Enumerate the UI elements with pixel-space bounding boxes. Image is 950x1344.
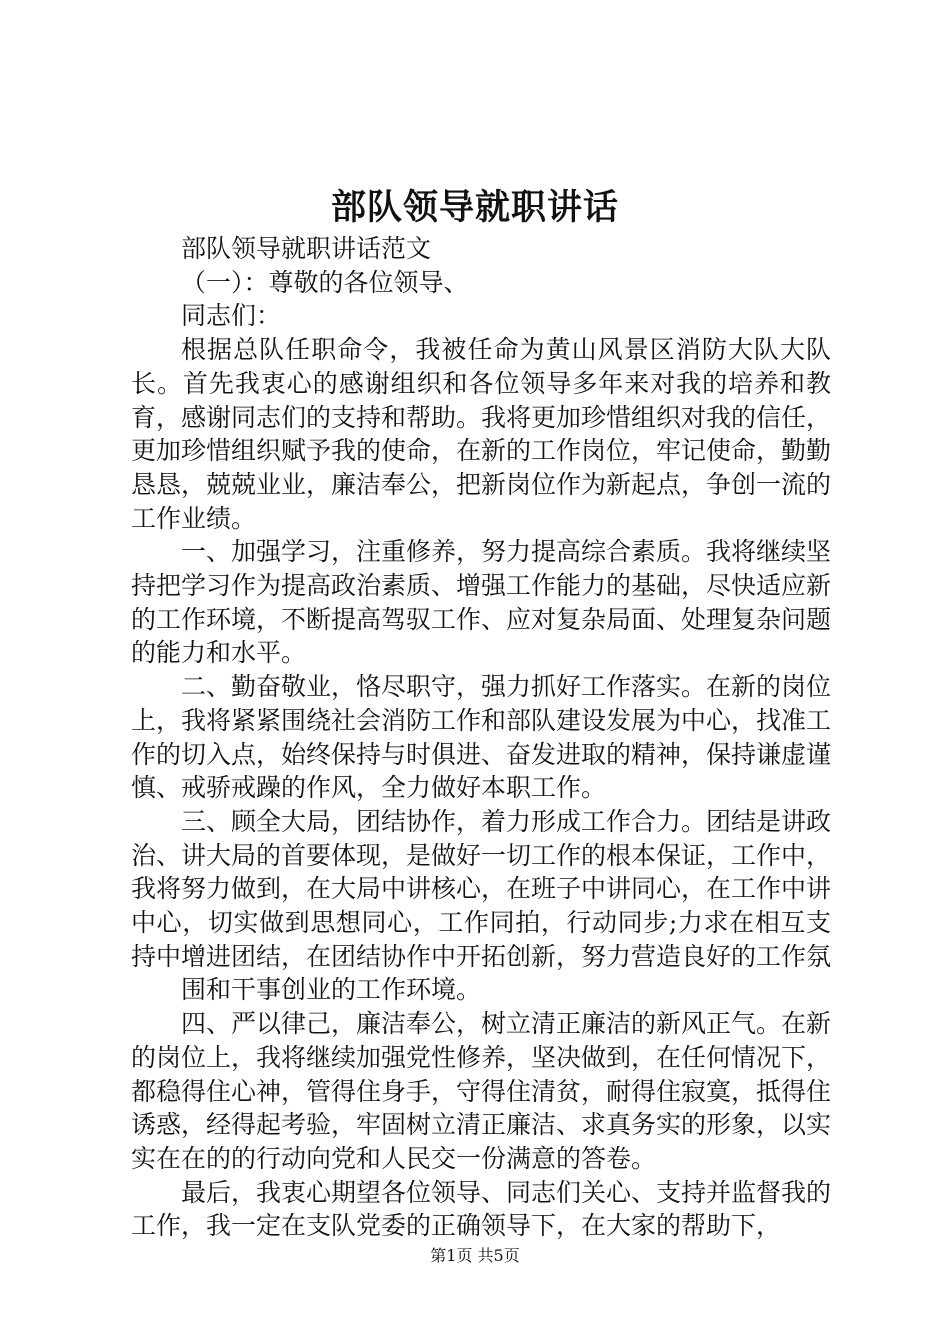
- document-title: 部队领导就职讲话: [330, 187, 619, 228]
- paragraph-intro: 根据总队任职命令，我被任命为黄山风景区消防大队大队长。首先我衷心的感谢组织和各位领导多年来对我的培养和教育，感谢同志们的支持和帮助。我将更加珍惜组织对我的信任，更加珍惜组织赋予我的使命，在新的工作岗位，牢记使命，勤勤恳恳，兢兢业业，廉洁奉公，把新岗位作为新起点，争创一流的工作业绩。: [131, 335, 832, 533]
- paragraph-closing: 最后，我衷心期望各位领导、同志们关心、支持并监督我的工作，我一定在支队党委的正确领导下，在大家的帮助下，: [131, 1177, 832, 1241]
- paragraph-point-3-continued: 围和干事创业的工作环境。: [181, 975, 482, 1005]
- paragraph-point-3: 三、顾全大局，团结协作，着力形成工作合力。团结是讲政治、讲大局的首要体现，是做好一切工作的根本保证，工作中，我将努力做到，在大局中讲核心，在班子中讲同心，在工作中讲中心，切实做到思想同心，工作同拍，行动同步;力求在相互支持中增进团结，在团结协作中开拓创新，努力营造良好的工作氛: [131, 806, 832, 971]
- paragraph-point-2: 二、勤奋敬业，恪尽职守，强力抓好工作落实。在新的岗位上，我将紧紧围绕社会消防工作和部队建设发展为中心，找准工作的切入点，始终保持与时俱进、奋发进取的精神，保持谦虚谨慎、戒骄戒躁的作风，全力做好本职工作。: [131, 672, 832, 803]
- page-number-footer: 第1页 共5页: [430, 1246, 520, 1265]
- paragraph-subtitle: 部队领导就职讲话范文: [181, 234, 432, 263]
- paragraph-point-1: 一、加强学习，注重修养，努力提高综合素质。我将继续坚持把学习作为提高政治素质、增强工作能力的基础，尽快适应新的工作环境，不断提高驾驭工作、应对复杂局面、处理复杂问题的能力和水平。: [131, 537, 832, 668]
- document-body: [131, 232, 831, 1243]
- paragraph-salutation-1: （一）：尊敬的各位领导、: [181, 267, 469, 297]
- paragraph-salutation-2: 同志们：: [181, 301, 282, 331]
- paragraph-point-4: 四、严以律己，廉洁奉公，树立清正廉洁的新风正气。在新的岗位上，我将继续加强党性修养，坚决做到，在任何情况下，都稳得住心神，管得住身手，守得住清贫，耐得住寂寞，抵得住诱惑，经得起考验，牢固树立清正廉洁、求真务实的形象，以实实在在的的行动向党和人民交一份满意的答卷。: [131, 1009, 832, 1173]
